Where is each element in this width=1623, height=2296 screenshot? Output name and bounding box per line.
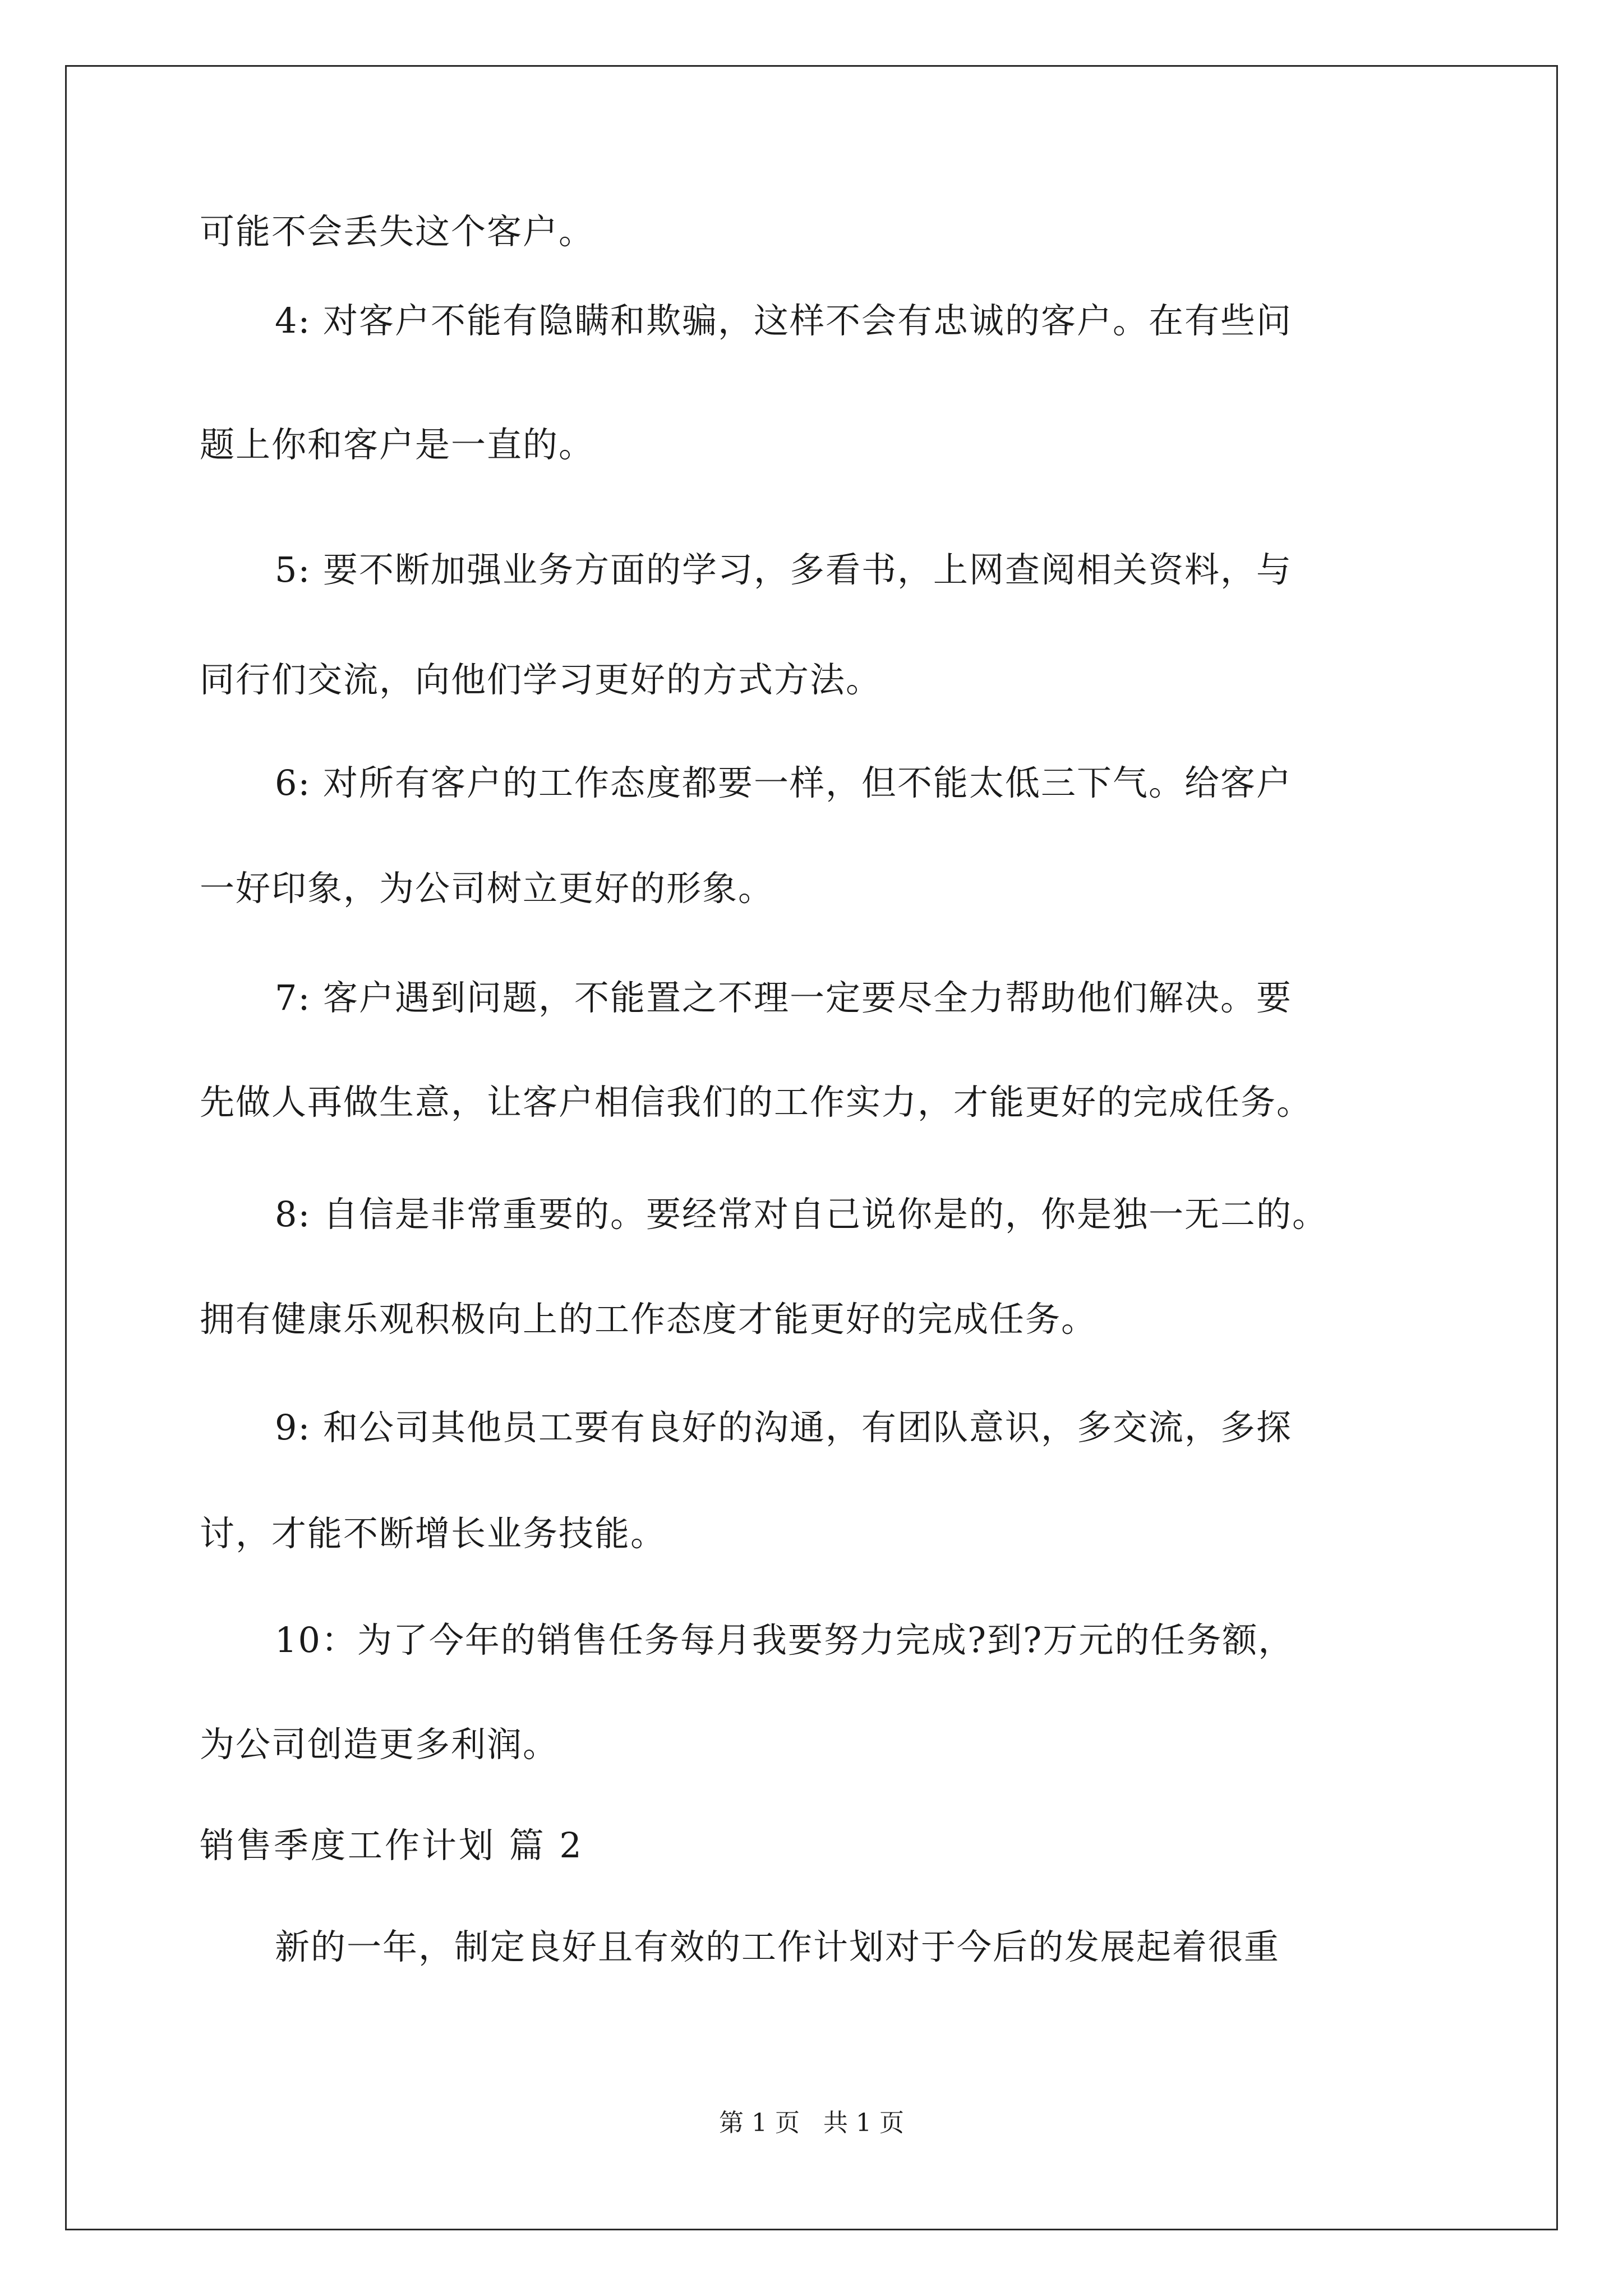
paragraph-line: 7: 客户遇到问题，不能置之不理一定要尽全力帮助他们解决。要 [275, 977, 1293, 1018]
paragraph-line: 5: 要不断加强业务方面的学习，多看书，上网查阅相关资料，与 [275, 549, 1293, 590]
paragraph-line: 同行们交流，向他们学习更好的方式方法。 [200, 659, 882, 700]
paragraph-line: 一好印象，为公司树立更好的形象。 [200, 868, 774, 909]
paragraph-line: 4: 对客户不能有隐瞒和欺骗，这样不会有忠诚的客户。在有些问 [275, 300, 1293, 341]
paragraph-line: 题上你和客户是一直的。 [200, 424, 595, 465]
section-heading: 销售季度工作计划 篇 2 [200, 1825, 584, 1866]
paragraph-line: 9: 和公司其他员工要有良好的沟通，有团队意识，多交流，多探 [275, 1407, 1293, 1448]
paragraph-line: 讨，才能不断增长业务技能。 [200, 1513, 667, 1554]
paragraph-line: 可能不会丢失这个客户。 [200, 211, 595, 252]
paragraph-line: 10：为了今年的销售任务每月我要努力完成?到?万元的任务额， [275, 1619, 1294, 1660]
paragraph-line: 拥有健康乐观积极向上的工作态度才能更好的完成任务。 [200, 1299, 1098, 1340]
paragraph-line: 为公司创造更多利润。 [200, 1724, 559, 1765]
paragraph-line: 先做人再做生意，让客户相信我们的工作实力，才能更好的完成任务。 [200, 1082, 1313, 1122]
paragraph-line: 6: 对所有客户的工作态度都要一样，但不能太低三下气。给客户 [275, 762, 1293, 803]
paragraph-line: 新的一年，制定良好且有效的工作计划对于今后的发展起着很重 [275, 1926, 1280, 1967]
page-number-footer: 第 1 页 共 1 页 [719, 2109, 904, 2137]
page-border [65, 65, 1558, 2230]
paragraph-line: 8: 自信是非常重要的。要经常对自己说你是的，你是独一无二的。 [275, 1194, 1329, 1235]
